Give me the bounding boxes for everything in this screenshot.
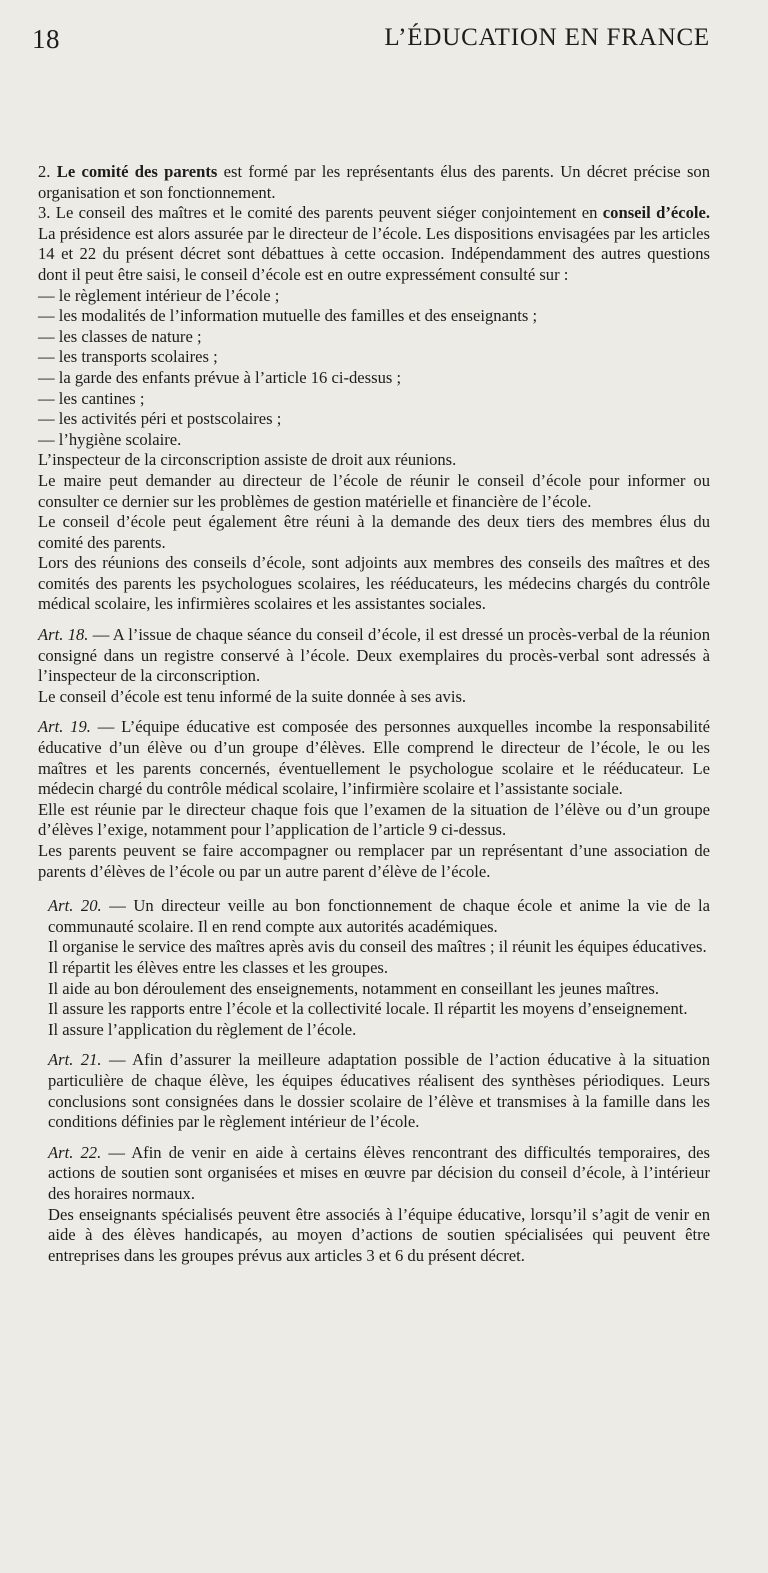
page-number: 18 (32, 24, 60, 54)
paragraph: Lors des réunions des conseils d’école, sont adjoints aux membres des conseils des maîtres et des comités des parents les psychologues scolaires, les rééducateurs, les médecins chargés du contrôle médical scolaire, les infirmières scolaires et les assistantes sociales. (38, 553, 710, 614)
paragraph-text: 3. Le conseil des maîtres et le comité des parents peuvent siéger conjointement en (38, 203, 603, 223)
list-item: — les transports scolaires ; (38, 347, 218, 367)
article-20 (48, 896, 710, 937)
article-22 (48, 1143, 710, 1205)
item-number: 2. (38, 162, 57, 181)
list-item: — les activités péri et postscolaires ; (38, 409, 282, 429)
article-label: Art. 22. (48, 1142, 102, 1162)
consultation-list (38, 286, 710, 451)
paragraph: Il répartit les élèves entre les classes et les groupes. (48, 957, 389, 977)
paragraph-comite-parents (38, 162, 710, 203)
article-19 (38, 717, 710, 799)
paragraph: Des enseignants spécialisés peuvent être associés à l’équipe éducative, lorsqu’il s’agit de venir en aide à des élèves handicapés, au moyen d’actions de soutien spécialisées qui peuvent être entreprises dans les groupes prévus aux articles 3 et 6 du présent décret. (48, 1204, 710, 1265)
list-item: — l’hygiène scolaire. (38, 429, 182, 449)
article-text: — Afin d’assurer la meilleure adaptation possible de l’action éducative à la situation particulière de chaque élève, les équipes éducatives réalisent des synthèses périodiques. Leurs conclusions sont consignées dans le dossier scolaire de l’élève et transmises à la famille dans les conditions définies par le règlement intérieur de l’école. (48, 1050, 710, 1132)
paragraph: Il assure les rapports entre l’école et la collectivité locale. Il répartit les moyens d’enseignement. (48, 999, 688, 1019)
paragraph: Le conseil d’école est tenu informé de la suite donnée à ses avis. (38, 686, 467, 706)
article-text: — L’équipe éducative est composée des personnes auxquelles incombe la responsabilité éducative d’un élève ou d’un groupe d’élèves. Elle comprend le directeur de l’école, le ou les maîtres et les parents concernés, éventuellement le psychologue scolaire et le rééducateur. Le médecin chargé du contrôle médical scolaire, l’infirmière scolaire et l’assistante sociale. (38, 717, 710, 799)
body-text (38, 162, 710, 1266)
list-item: — les modalités de l’information mutuelle des familles et des enseignants ; (38, 306, 538, 326)
paragraph-conseil-ecole (38, 203, 710, 285)
paragraph: Le conseil d’école peut également être réuni à la demande des deux tiers des membres élus du comité des parents. (38, 512, 710, 552)
term-conseil-ecole: conseil d’école. (602, 203, 710, 223)
term-comite-parents: Le comité des parents (56, 162, 218, 181)
article-20-block (38, 896, 710, 1266)
article-text: — Un directeur veille au bon fonctionnement de chaque école et anime la vie de la communauté scolaire. Il en rend compte aux autorités académiques. (48, 896, 710, 936)
paragraph-text: La présidence est alors assurée par le directeur de l’école. Les dispositions envisagées par les articles 14 et 22 du présent décret sont débattues à cette occasion. Indépendamment des autres questions dont il peut être saisi, le conseil d’école est en outre expressément consulté sur : (38, 223, 710, 284)
paragraph: L’inspecteur de la circonscription assiste de droit aux réunions. (38, 450, 457, 470)
article-21 (48, 1050, 710, 1132)
paragraph: Le maire peut demander au directeur de l’école de réunir le conseil d’école pour informer ou consulter ce dernier sur les problèmes de gestion matérielle et financière de l’école. (38, 470, 710, 511)
article-text: — Afin de venir en aide à certains élèves rencontrant des difficultés temporaires, des actions de soutien sont organisées et mises en œuvre par décision du conseil d’école, à l’intérieur des horaires normaux. (48, 1142, 710, 1203)
article-label: Art. 19. (38, 717, 91, 737)
paragraph: Elle est réunie par le directeur chaque fois que l’examen de la situation de l’élève ou d’un groupe d’élèves l’exige, notamment pour l’application de l’article 9 ci-dessus. (38, 799, 710, 840)
article-18 (38, 625, 710, 687)
list-item: — la garde des enfants prévue à l’article 16 ci-dessus ; (38, 367, 402, 387)
article-label: Art. 18. (38, 625, 89, 645)
running-title: L’ÉDUCATION EN FRANCE (384, 24, 710, 51)
paragraph: Il assure l’application du règlement de l’école. (48, 1019, 357, 1039)
paragraph: Il aide au bon déroulement des enseignements, notamment en conseillant les jeunes maîtres. (48, 978, 660, 998)
list-item: — les cantines ; (38, 388, 145, 408)
list-item: — les classes de nature ; (38, 326, 202, 346)
paragraph: Il organise le service des maîtres après avis du conseil des maîtres ; il réunit les équipes éducatives. (48, 937, 707, 957)
article-label: Art. 20. (48, 896, 102, 916)
paragraph: Les parents peuvent se faire accompagner ou remplacer par un représentant d’une association de parents d’élèves de l’école ou par un autre parent d’élève de l’école. (38, 841, 710, 881)
paragraph-text: est formé par les représentants élus des parents. Un décret précise son organisation et son fonctionnement. (38, 162, 710, 202)
list-item: — le règlement intérieur de l’école ; (38, 285, 280, 305)
article-label: Art. 21. (48, 1050, 102, 1070)
article-text: — A l’issue de chaque séance du conseil d’école, il est dressé un procès-verbal de la réunion consigné dans un registre conservé à l’école. Deux exemplaires du procès-verbal sont adressés à l’inspecteur de la circonscription. (38, 625, 710, 686)
